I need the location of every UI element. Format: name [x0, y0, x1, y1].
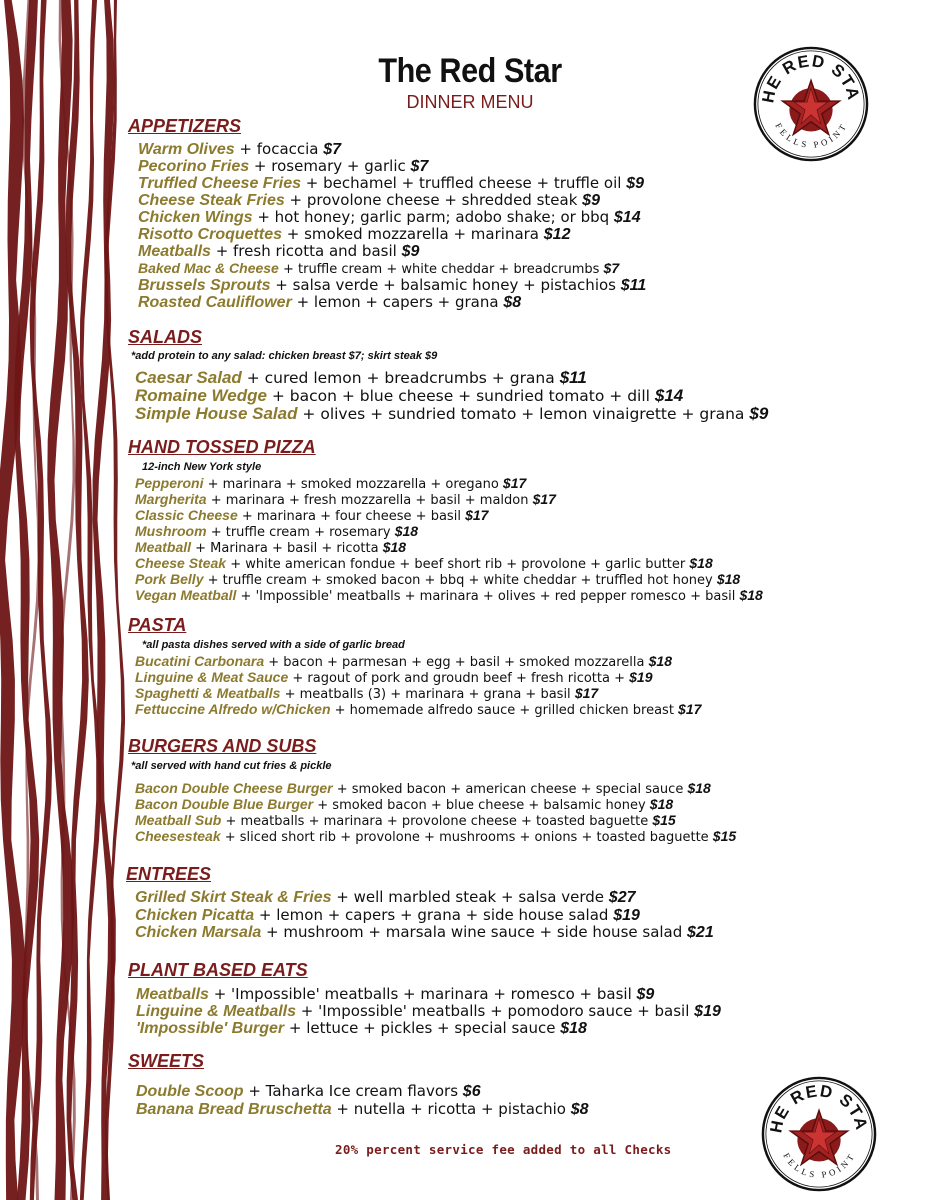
menu-item: Roasted Cauliflower + lemon + capers + grana $8 [138, 293, 522, 311]
menu-item: Meatballs + fresh ricotta and basil $9 [138, 242, 420, 260]
section-title-plant-based: PLANT BASED EATS [128, 960, 308, 980]
section-note: *all pasta dishes served with a side of garlic bread [142, 639, 405, 651]
menu-item: 'Impossible' Burger + lettuce + pickles + special sauce $18 [136, 1019, 587, 1037]
section-title-salads: SALADS [128, 327, 203, 347]
menu-item: Bacon Double Blue Burger + smoked bacon + blue cheese + balsamic honey $18 [135, 796, 674, 813]
menu-item: Risotto Croquettes + smoked mozzarella + marinara $12 [138, 225, 571, 243]
menu-item: Pepperoni + marinara + smoked mozzarella + oregano $17 [135, 475, 527, 492]
menu-item: Bacon Double Cheese Burger + smoked bacon + american cheese + special sauce $18 [135, 780, 711, 797]
section-title-pasta: PASTA [128, 615, 187, 635]
menu-item: Cheese Steak Fries + provolone cheese + shredded steak $9 [138, 191, 600, 209]
menu-item: Vegan Meatball + 'Impossible' meatballs + marinara + olives + red pepper romesco + basil $18 [135, 587, 763, 604]
section-title-burgers: BURGERS AND SUBS [128, 736, 317, 756]
menu-item: Banana Bread Bruschetta + nutella + ricotta + pistachio $8 [136, 1100, 589, 1118]
menu-item: Baked Mac & Cheese + truffle cream + white cheddar + breadcrumbs $7 [138, 260, 620, 277]
menu-item: Linguine & Meatballs + 'Impossible' meatballs + pomodoro sauce + basil $19 [136, 1002, 721, 1020]
section-note: 12-inch New York style [142, 461, 262, 473]
menu-item: Pecorino Fries + rosemary + garlic $7 [138, 157, 429, 175]
menu-item: Cheesesteak + sliced short rib + provolone + mushrooms + onions + toasted baguette $15 [135, 828, 737, 845]
menu-item: Spaghetti & Meatballs + meatballs (3) + marinara + grana + basil $17 [135, 685, 599, 702]
section-title-appetizers: APPETIZERS [128, 116, 242, 136]
menu-item: Caesar Salad + cured lemon + breadcrumbs + grana $11 [135, 368, 587, 387]
menu-item: Classic Cheese + marinara + four cheese + basil $17 [135, 507, 489, 524]
menu-item: Truffled Cheese Fries + bechamel + truffled cheese + truffle oil $9 [138, 174, 645, 192]
menu-item: Brussels Sprouts + salsa verde + balsamic honey + pistachios $11 [138, 276, 647, 294]
menu-item: Bucatini Carbonara + bacon + parmesan + egg + basil + smoked mozzarella $18 [135, 653, 672, 670]
menu-item: Chicken Picatta + lemon + capers + grana + side house salad $19 [135, 906, 640, 924]
logo-bottom [760, 1075, 878, 1193]
menu-item: Simple House Salad + olives + sundried tomato + lemon vinaigrette + grana $9 [135, 404, 769, 423]
logo-bottom-text: FELLS POINT [781, 1151, 857, 1180]
restaurant-title: The Red Star [378, 52, 562, 90]
menu-item: Mushroom + truffle cream + rosemary $18 [135, 523, 419, 540]
menu-item: Double Scoop + Taharka Ice cream flavors $6 [136, 1082, 481, 1100]
menu-item: Meatball Sub + meatballs + marinara + provolone cheese + toasted baguette $15 [135, 812, 676, 829]
menu-item: Warm Olives + focaccia $7 [138, 140, 342, 158]
menu-item: Grilled Skirt Steak & Fries + well marbled steak + salsa verde $27 [135, 888, 636, 906]
logo-top-text: HE RED STA [758, 51, 864, 105]
menu-item: Margherita + marinara + fresh mozzarella + basil + maldon $17 [135, 491, 556, 508]
logo-top [752, 45, 870, 163]
wood-grain-streak [30, 0, 53, 1200]
menu-item: Linguine & Meat Sauce + ragout of pork and groudn beef + fresh ricotta + $19 [135, 669, 653, 686]
menu-item: Chicken Wings + hot honey; garlic parm; adobo shake; or bbq $14 [138, 208, 641, 226]
menu-item: Pork Belly + truffle cream + smoked bacon + bbq + white cheddar + truffled hot honey $18 [135, 571, 741, 588]
menu-item: Romaine Wedge + bacon + blue cheese + sundried tomato + dill $14 [135, 386, 684, 405]
section-title-entrees: ENTREES [126, 864, 212, 884]
menu-item: Meatballs + 'Impossible' meatballs + marinara + romesco + basil $9 [136, 985, 655, 1003]
menu-item: Meatball + Marinara + basil + ricotta $18 [135, 539, 407, 556]
menu-item: Cheese Steak + white american fondue + beef short rib + provolone + garlic butter $18 [135, 555, 713, 572]
menu-subtitle: DINNER MENU [406, 92, 534, 112]
wood-grain-border [0, 0, 125, 1200]
section-note: *all served with hand cut fries & pickle [131, 760, 332, 772]
logo-top-text: HE RED STA [766, 1081, 872, 1135]
logo-bottom-text: FELLS POINT [773, 121, 849, 150]
section-title-sweets: SWEETS [128, 1051, 205, 1071]
menu-item: Fettuccine Alfredo w/Chicken + homemade alfredo sauce + grilled chicken breast $17 [135, 701, 702, 718]
menu-item: Chicken Marsala + mushroom + marsala wine sauce + side house salad $21 [135, 923, 714, 941]
section-note: *add protein to any salad: chicken breast $7; skirt steak $9 [131, 350, 438, 362]
section-title-pizza: HAND TOSSED PIZZA [128, 437, 316, 457]
service-fee-notice: 20% percent service fee added to all Checks [335, 1142, 672, 1157]
